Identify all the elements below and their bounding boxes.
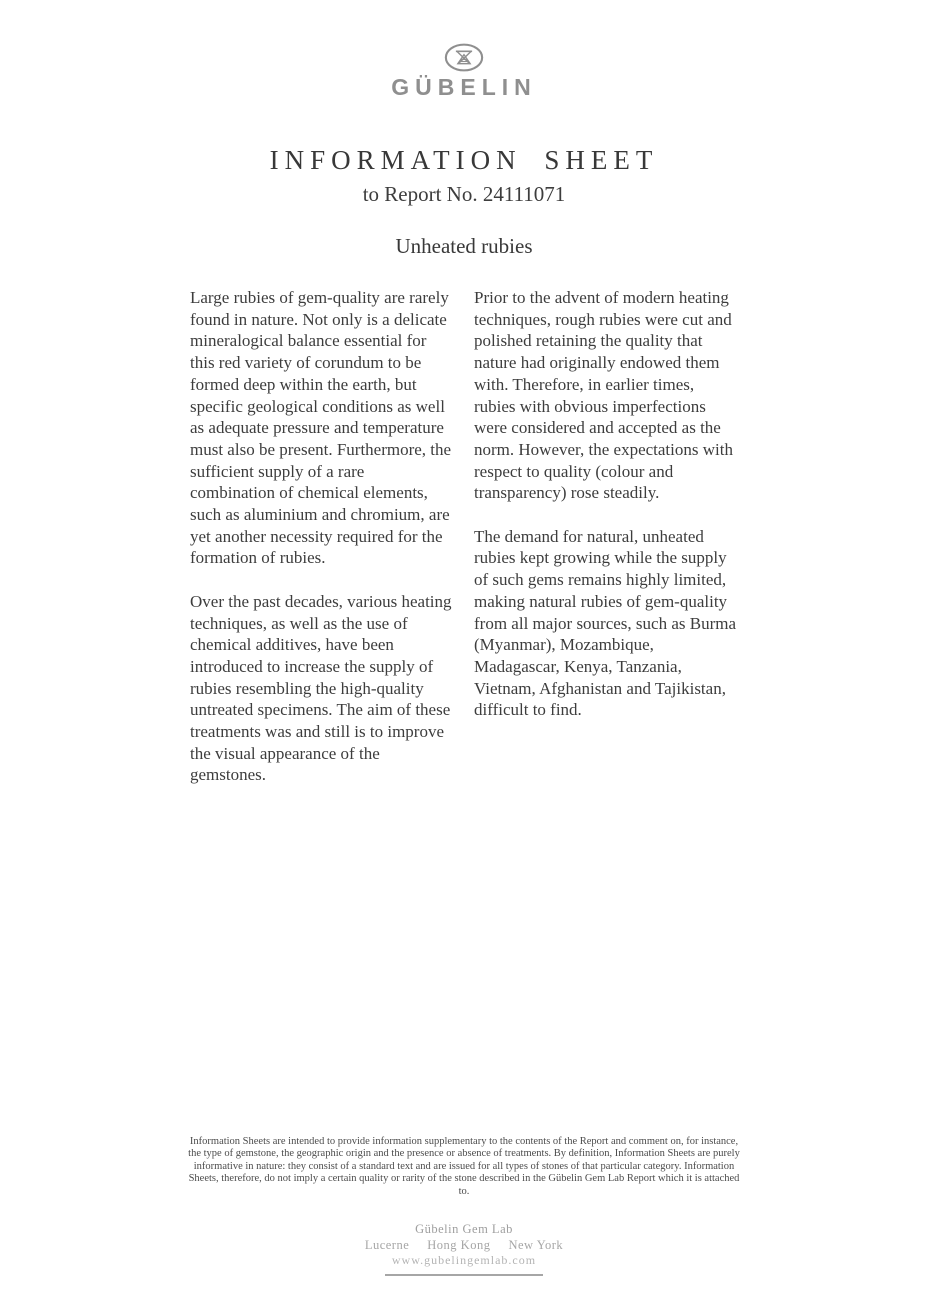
lab-locations [0,1238,928,1254]
location-new-york: New York [508,1237,564,1252]
paragraph: Large rubies of gem-quality are rarely found in nature. Not only is a delicate mineralogical balance essential for this red variety of corundum to be formed deep within the earth, but specific geological conditions as well as adequate pressure and temperature must also be present. Furthermore, the sufficient supply of a rare combination of chemical elements, such as aluminium and chromium, are yet another necessity required for the formation of rubies. [190,288,452,568]
paragraph: Over the past decades, various heating techniques, as well as the use of chemical additives, have been introduced to increase the supply of rubies resembling the high-quality untreated specimens. The aim of these treatments was and still is to improve the visual appearance of the gemstones. [190,591,452,785]
title-block [0,146,928,207]
logo [0,42,928,99]
right-column [474,287,737,721]
lab-name: Gübelin Gem Lab [415,1222,513,1236]
disclaimer-text: Information Sheets are intended to provide information supplementary to the contents of the Report and comment on, for instance, the type of gemstone, the geographic origin and the presence or absence of treatments. By definition, Information Sheets are purely informative in nature: they consist of a standard text and are issued for all types of stones of that particular category. Information Sheets, therefore, do not imply a certain quality or rarity of the stone described in the Gübelin Gem Lab Report which it is attached to. [188,1136,740,1197]
page-title: INFORMATION SHEET [269,145,659,175]
report-number-line: to Report No. 24111071 [362,181,566,206]
footer-divider [385,1274,543,1276]
location-lucerne: Lucerne [364,1237,410,1252]
footer [0,1222,928,1276]
subject-block [0,234,928,259]
paragraph: Prior to the advent of modern heating techniques, rough rubies were cut and polished retaining the quality that nature had originally endowed them with. Therefore, in earlier times, rubies with obvious imperfections were considered and accepted as the norm. However, the expectations with respect to quality (colour and transparency) rose steadily. [474,288,733,503]
location-hong-kong: Hong Kong [427,1237,491,1252]
subject-heading: Unheated rubies [395,234,533,258]
paragraph: The demand for natural, unheated rubies kept growing while the supply of such gems remains highly limited, making natural rubies of gem-quality from all major sources, such as Burma (Myanmar), Mozambique, Madagascar, Kenya, Tanzania, Vietnam, Afghanistan and Tajikistan, difficult to find. [474,526,737,720]
gubelin-emblem-icon [443,42,485,73]
left-column [190,287,453,786]
website-url: www.gubelingemlab.com [391,1253,537,1267]
article-body [190,287,738,786]
logo-wordmark: GÜBELIN [391,74,537,100]
